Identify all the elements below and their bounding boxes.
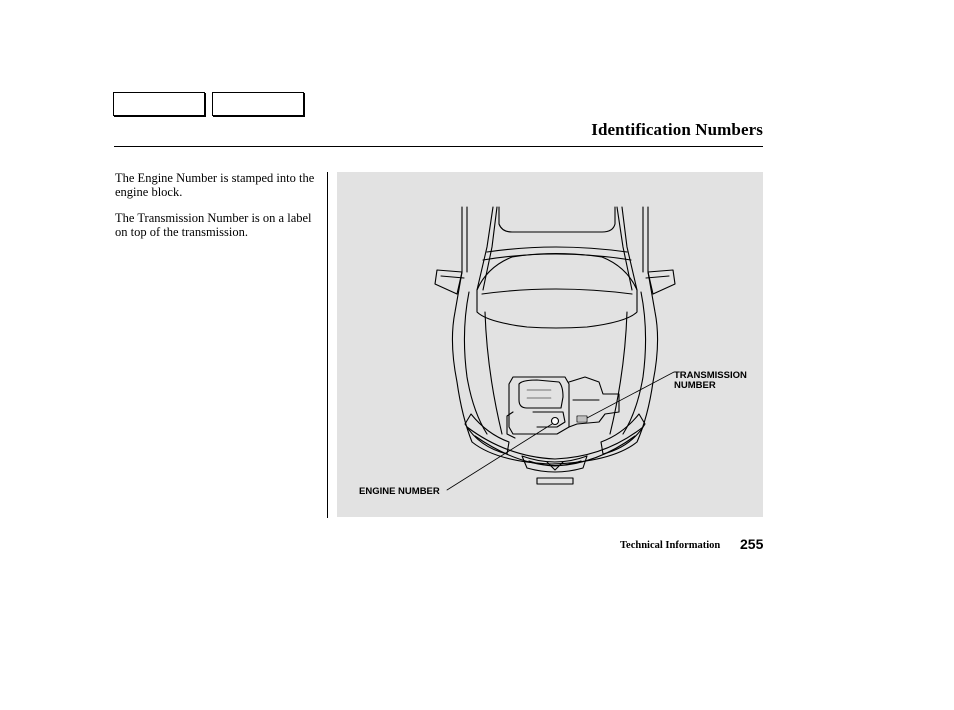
transmission-label-line-2: NUMBER (674, 380, 716, 391)
footer-section-title: Technical Information (620, 540, 721, 551)
engine-compartment-illustration (337, 172, 763, 517)
engine-number-paragraph: The Engine Number is stamped into the engine block. (115, 171, 315, 199)
engine-number-label: ENGINE NUMBER (359, 486, 440, 497)
transmission-label-line-1: TRANSMISSION (674, 370, 747, 381)
column-divider (327, 172, 328, 518)
car-top-view-drawing (337, 172, 763, 517)
page-title: Identification Numbers (591, 120, 763, 139)
title-divider (114, 146, 763, 147)
previous-page-button[interactable] (113, 92, 205, 116)
transmission-number-paragraph: The Transmission Number is on a label on top of the transmission. (115, 211, 312, 239)
page-number: 255 (740, 536, 764, 552)
transmission-number-label (674, 371, 762, 391)
next-page-button[interactable] (212, 92, 304, 116)
